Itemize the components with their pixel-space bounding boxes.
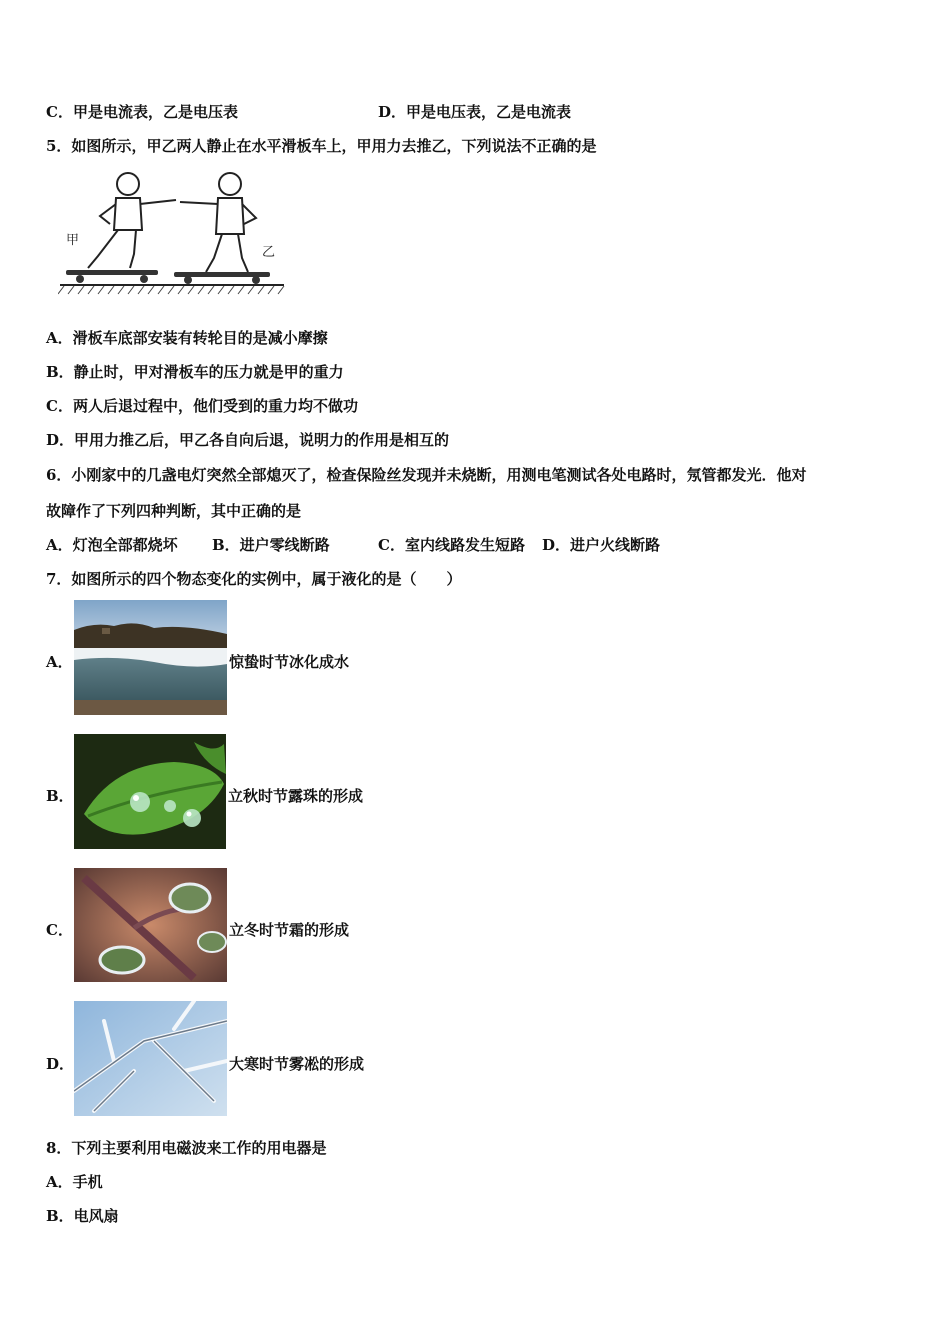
q5-option-c: C．两人后退过程中，他们受到的重力均不做功 [46, 397, 358, 415]
q8-stem: 8．下列主要利用电磁波来工作的用电器是 [46, 1139, 327, 1157]
q5-option-d: D．甲用力推乙后，甲乙各自向后退，说明力的作用是相互的 [46, 431, 450, 449]
q8-option-b: B．电风扇 [46, 1207, 119, 1225]
q7-option-b-caption: 立秋时节露珠的形成 [228, 787, 364, 805]
q5-option-a: A．滑板车底部安装有转轮目的是减小摩擦 [46, 329, 328, 347]
q7-option-b-image [74, 734, 226, 849]
q7-option-c-caption: 立冬时节霜的形成 [229, 921, 350, 939]
q6-stem-line1: 6．小刚家中的几盏电灯突然全部熄灭了，检查保险丝发现并未烧断，用测电笔测试各处电路时，氖管都发光．他对 [46, 466, 807, 484]
q7-option-c-letter: C． [46, 921, 73, 939]
q7-option-a-letter: A． [46, 653, 73, 671]
figure-label-jia: 甲 [66, 233, 80, 248]
q7-option-b-letter: B． [46, 787, 74, 805]
q7-stem: 7．如图所示的四个物态变化的实例中，属于液化的是（ ） [46, 570, 462, 588]
skateboard-drawing [58, 168, 288, 298]
q6-option-c: C．室内线路发生短路 [378, 536, 525, 554]
q6-option-a: A．灯泡全部都烧坏 [46, 536, 178, 554]
q7-option-d-image [74, 1001, 227, 1116]
q5-skateboard-figure [58, 168, 288, 298]
q5-stem: 5．如图所示，甲乙两人静止在水平滑板车上，甲用力去推乙，下列说法不正确的是 [46, 137, 597, 155]
q7-option-c-image [74, 868, 227, 982]
q7-option-d-letter: D． [46, 1055, 75, 1073]
q4-option-d: D．甲是电压表，乙是电流表 [378, 103, 572, 121]
q6-stem-line2: 故障作了下列四种判断，其中正确的是 [46, 502, 302, 520]
q7-option-a-caption: 惊蛰时节冰化成水 [229, 653, 350, 671]
q7-option-d-caption: 大寒时节雾凇的形成 [229, 1055, 365, 1073]
q5-option-b: B．静止时，甲对滑板车的压力就是甲的重力 [46, 363, 344, 381]
q6-option-d: D．进户火线断路 [542, 536, 661, 554]
q4-option-c: C．甲是电流表，乙是电压表 [46, 103, 238, 121]
q8-option-a: A．手机 [46, 1173, 103, 1191]
q6-option-b: B．进户零线断路 [212, 536, 330, 554]
figure-label-yi: 乙 [262, 245, 276, 260]
q7-option-a-image [74, 600, 227, 715]
